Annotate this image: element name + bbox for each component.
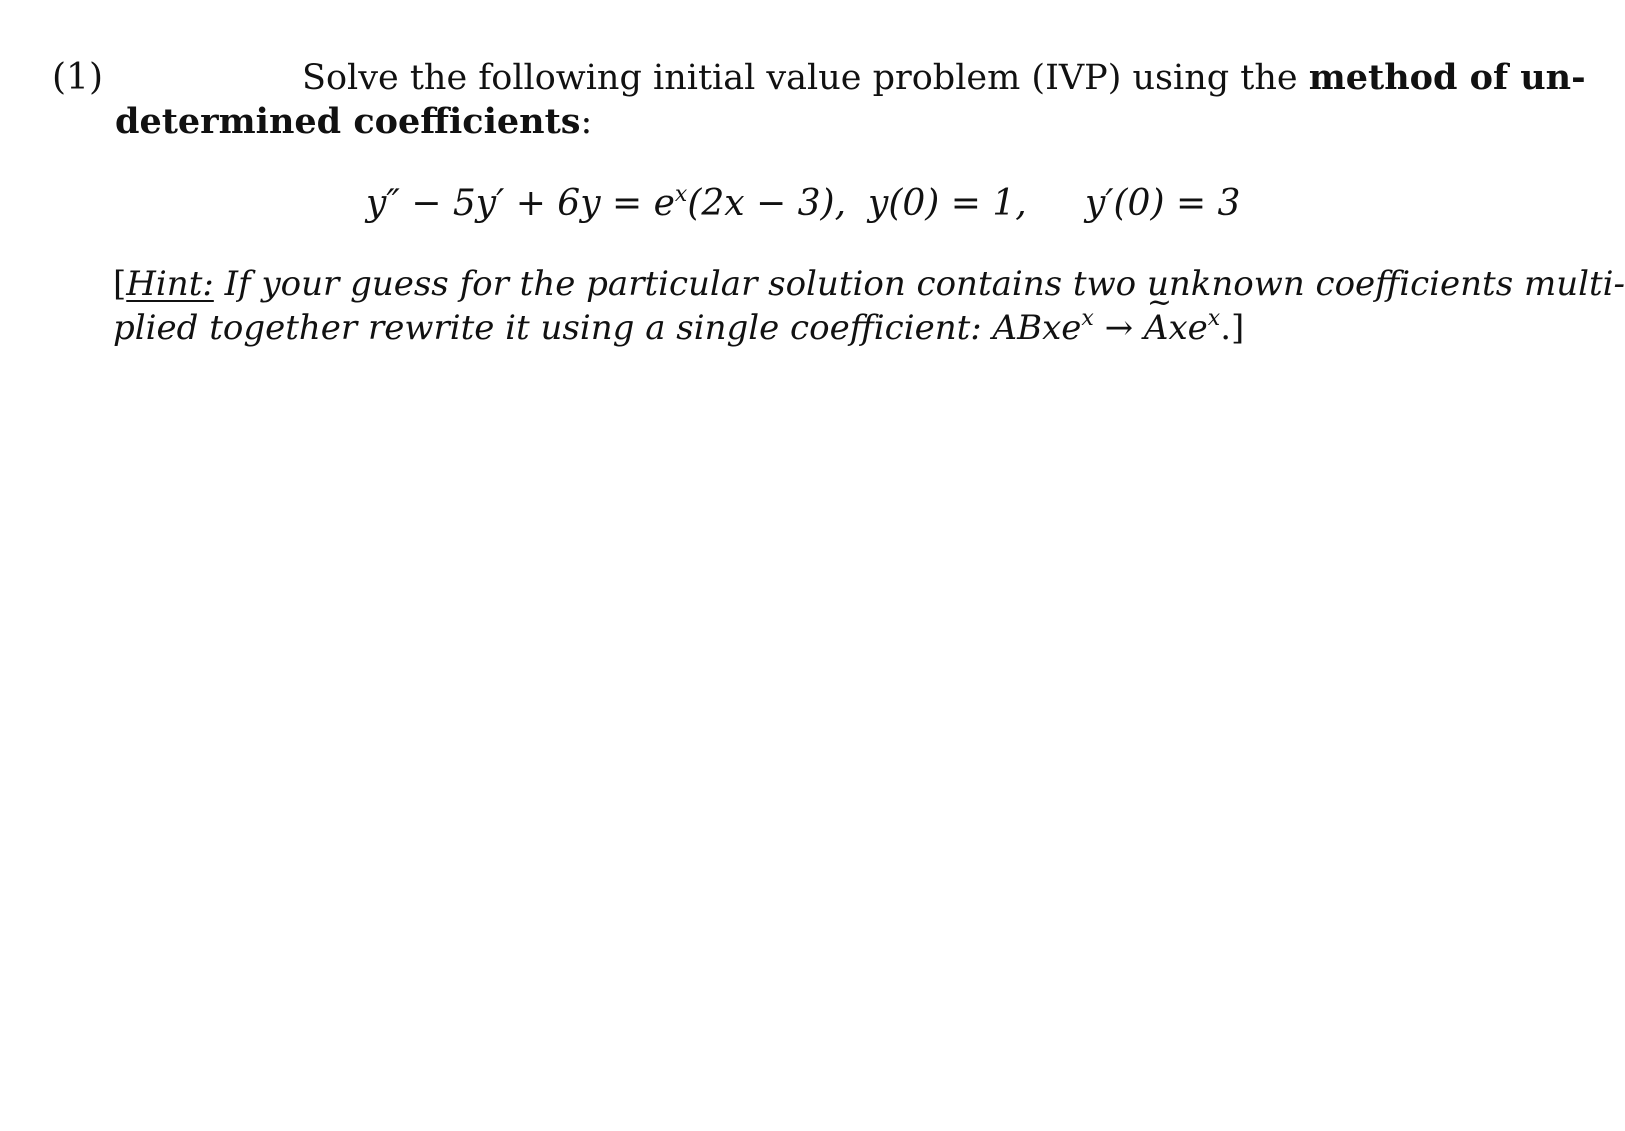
hint-line-2 [113,306,1244,350]
problem-number: (1) [52,57,103,98]
differential-equation [0,180,1537,228]
hint-line-1 [113,262,1625,306]
initial-condition-2: y′(0) = 3 [1085,183,1241,224]
hint-exp-before: x [1081,306,1094,331]
hint-text-1: If your guess for the particular solution contains two unknown coefficients multi- [213,264,1625,304]
method-name-bold: method of un- [1308,57,1586,98]
hint-open-bracket: [ [113,264,127,304]
tilde-coefficient: ~ A [1144,306,1169,350]
problem-intro-text: Solve the following initial value problem (IVP) using the [302,58,1309,98]
colon: : [580,102,593,142]
hint-close: .] [1220,308,1245,348]
hint-label: Hint: [126,264,214,304]
arrow-icon: → [1093,308,1144,348]
ode-lhs: y″ − 5y′ + 6y = e [366,183,675,224]
hint-expr-after: xe [1168,308,1208,348]
initial-condition-1: y(0) = 1, [868,183,1027,224]
problem-statement-line-1 [302,56,1586,100]
ode [366,180,846,228]
problem-statement-line-2 [115,100,592,144]
hint-text-2: plied together rewrite it using a single coefficient: [113,308,993,348]
hint-exp-after: x [1207,306,1221,331]
ode-exponent: x [674,182,688,207]
ode-rhs: (2x − 3), [687,183,847,224]
hint-expr-before: ABxe [992,308,1082,348]
method-name-bold-continued: determined coefficients [115,101,581,142]
